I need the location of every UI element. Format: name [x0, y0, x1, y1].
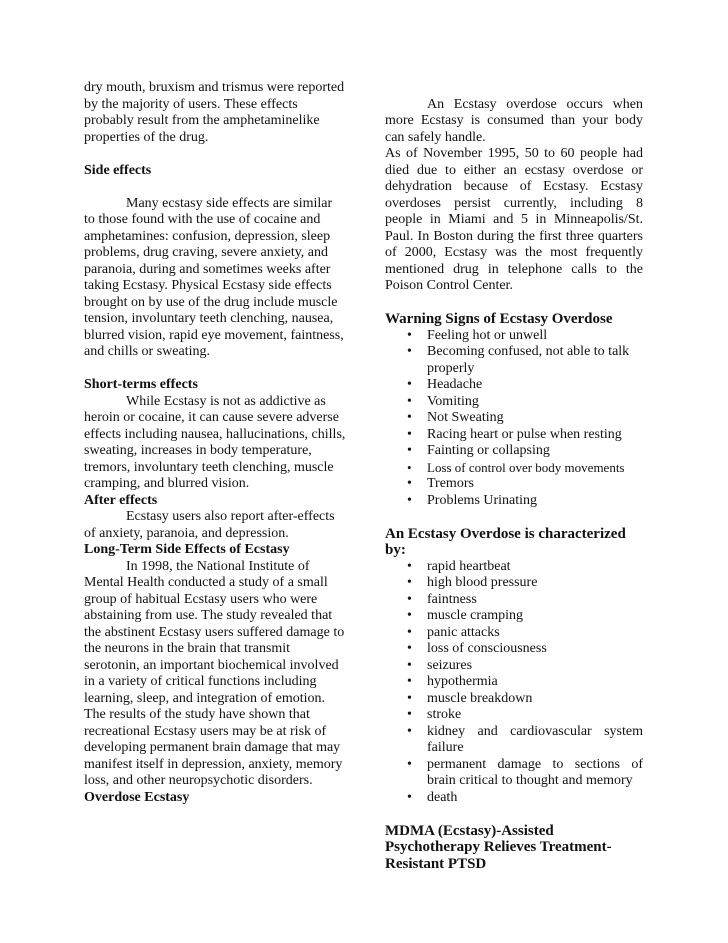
list-item: • hypothermia	[385, 674, 643, 691]
spacer	[84, 361, 346, 378]
side-effects-paragraph: Many ecstasy side effects are similar to those found with the use of cocaine and amphetamines: confusion, depression, sleep problems, drug craving, severe anxiety, and paranoia, during and sometimes weeks after taking Ecstasy. Physical Ecstasy side effects brought on by use of the drug include muscle tension, involuntary teeth clenching, nausea, blurred vision, rapid eye movement, faintness, and chills or sweating.	[84, 195, 344, 359]
list-item: • faintness	[385, 592, 643, 609]
list-item: • seizures	[385, 658, 643, 675]
left-column	[84, 80, 346, 806]
heading-long-term-effects: Long-Term Side Effects of Ecstasy	[84, 542, 290, 557]
heading-overdose-characterized: An Ecstasy Overdose is characterized by:	[385, 525, 626, 558]
list-item: • Problems Urinating	[385, 493, 643, 510]
heading-after-effects: After effects	[84, 492, 158, 508]
intro-paragraph: dry mouth, bruxism and trismus were reported by the majority of users. These effects probably result from the amphetaminelike properties of the drug.	[84, 80, 345, 145]
heading-warning-signs: Warning Signs of Ecstasy Overdose	[385, 311, 613, 327]
list-item: • Feeling hot or unwell	[385, 328, 643, 345]
list-item: • Vomiting	[385, 394, 643, 411]
heading-short-term-effects: Short-terms effects	[84, 377, 198, 392]
list-item: • muscle breakdown	[385, 691, 643, 708]
heading-overdose-ecstasy: Overdose Ecstasy	[84, 789, 190, 805]
spacer	[84, 179, 346, 196]
november-paragraph: As of November 1995, 50 to 60 people had died due to either an ecstasy overdose or dehydration because of Ecstasy. Ecstasy overdoses persist currently, including 8 people in Miami and 5 in Minneapolis/St. Paul. In Boston during the first three quarters of 2000, Ecstasy was the most frequently mentioned drug in telephone calls to the Poison Control Center.	[385, 146, 643, 293]
list-item: • muscle cramping	[385, 608, 643, 625]
after-effects-paragraph: Ecstasy users also report after-effects of anxiety, paranoia, and depression.	[84, 509, 335, 541]
short-term-paragraph: While Ecstasy is not as addictive as heroin or cocaine, it can cause severe adverse effects including nausea, hallucinations, chills, sweating, increases in body temperature, tremors, involuntary teeth clenching, muscle cramping, and blurred vision.	[84, 393, 346, 491]
list-item: • Fainting or collapsing	[385, 443, 643, 460]
warning-signs-list	[385, 328, 643, 510]
heading-mdma-psychotherapy: MDMA (Ecstasy)-Assisted Psychotherapy Relieves Treatment-Resistant PTSD	[385, 822, 612, 872]
list-item: • rapid heartbeat	[385, 559, 643, 576]
spacer	[385, 295, 643, 312]
list-item: • panic attacks	[385, 625, 643, 642]
spacer	[84, 146, 346, 163]
spacer	[385, 806, 643, 823]
characterized-list	[385, 559, 643, 807]
list-item: • Tremors	[385, 476, 643, 493]
list-item: • loss of consciousness	[385, 641, 643, 658]
list-item: • Headache	[385, 377, 643, 394]
spacer	[385, 80, 643, 97]
list-item: • stroke	[385, 707, 643, 724]
right-column	[385, 80, 643, 872]
list-item: • Loss of control over body movements	[385, 460, 643, 477]
list-item: • death	[385, 790, 643, 807]
spacer	[385, 509, 643, 526]
heading-side-effects: Side effects	[84, 162, 152, 178]
list-item: • Becoming confused, not able to talk properly	[385, 344, 643, 377]
long-term-paragraph: In 1998, the National Institute of Mental Health conducted a study of a small group of habitual Ecstasy users who were abstaining from use. The study revealed that the abstinent Ecstasy users suffered damage to the neurons in the brain that transmit serotonin, an important biochemical involved in a variety of critical functions including learning, sleep, and integration of emotion. The results of the study have shown that recreational Ecstasy users may be at risk of developing permanent brain damage that may manifest itself in depression, anxiety, memory loss, and other neuropsychotic disorders.	[84, 558, 345, 788]
list-item: • kidney and cardiovascular system failure	[385, 724, 643, 757]
list-item: • permanent damage to sections of brain critical to thought and memory	[385, 757, 643, 790]
list-item: • Racing heart or pulse when resting	[385, 427, 643, 444]
overdose-paragraph: An Ecstasy overdose occurs when more Ecstasy is consumed than your body can safely handle.	[385, 96, 643, 145]
list-item: • Not Sweating	[385, 410, 643, 427]
list-item: • high blood pressure	[385, 575, 643, 592]
